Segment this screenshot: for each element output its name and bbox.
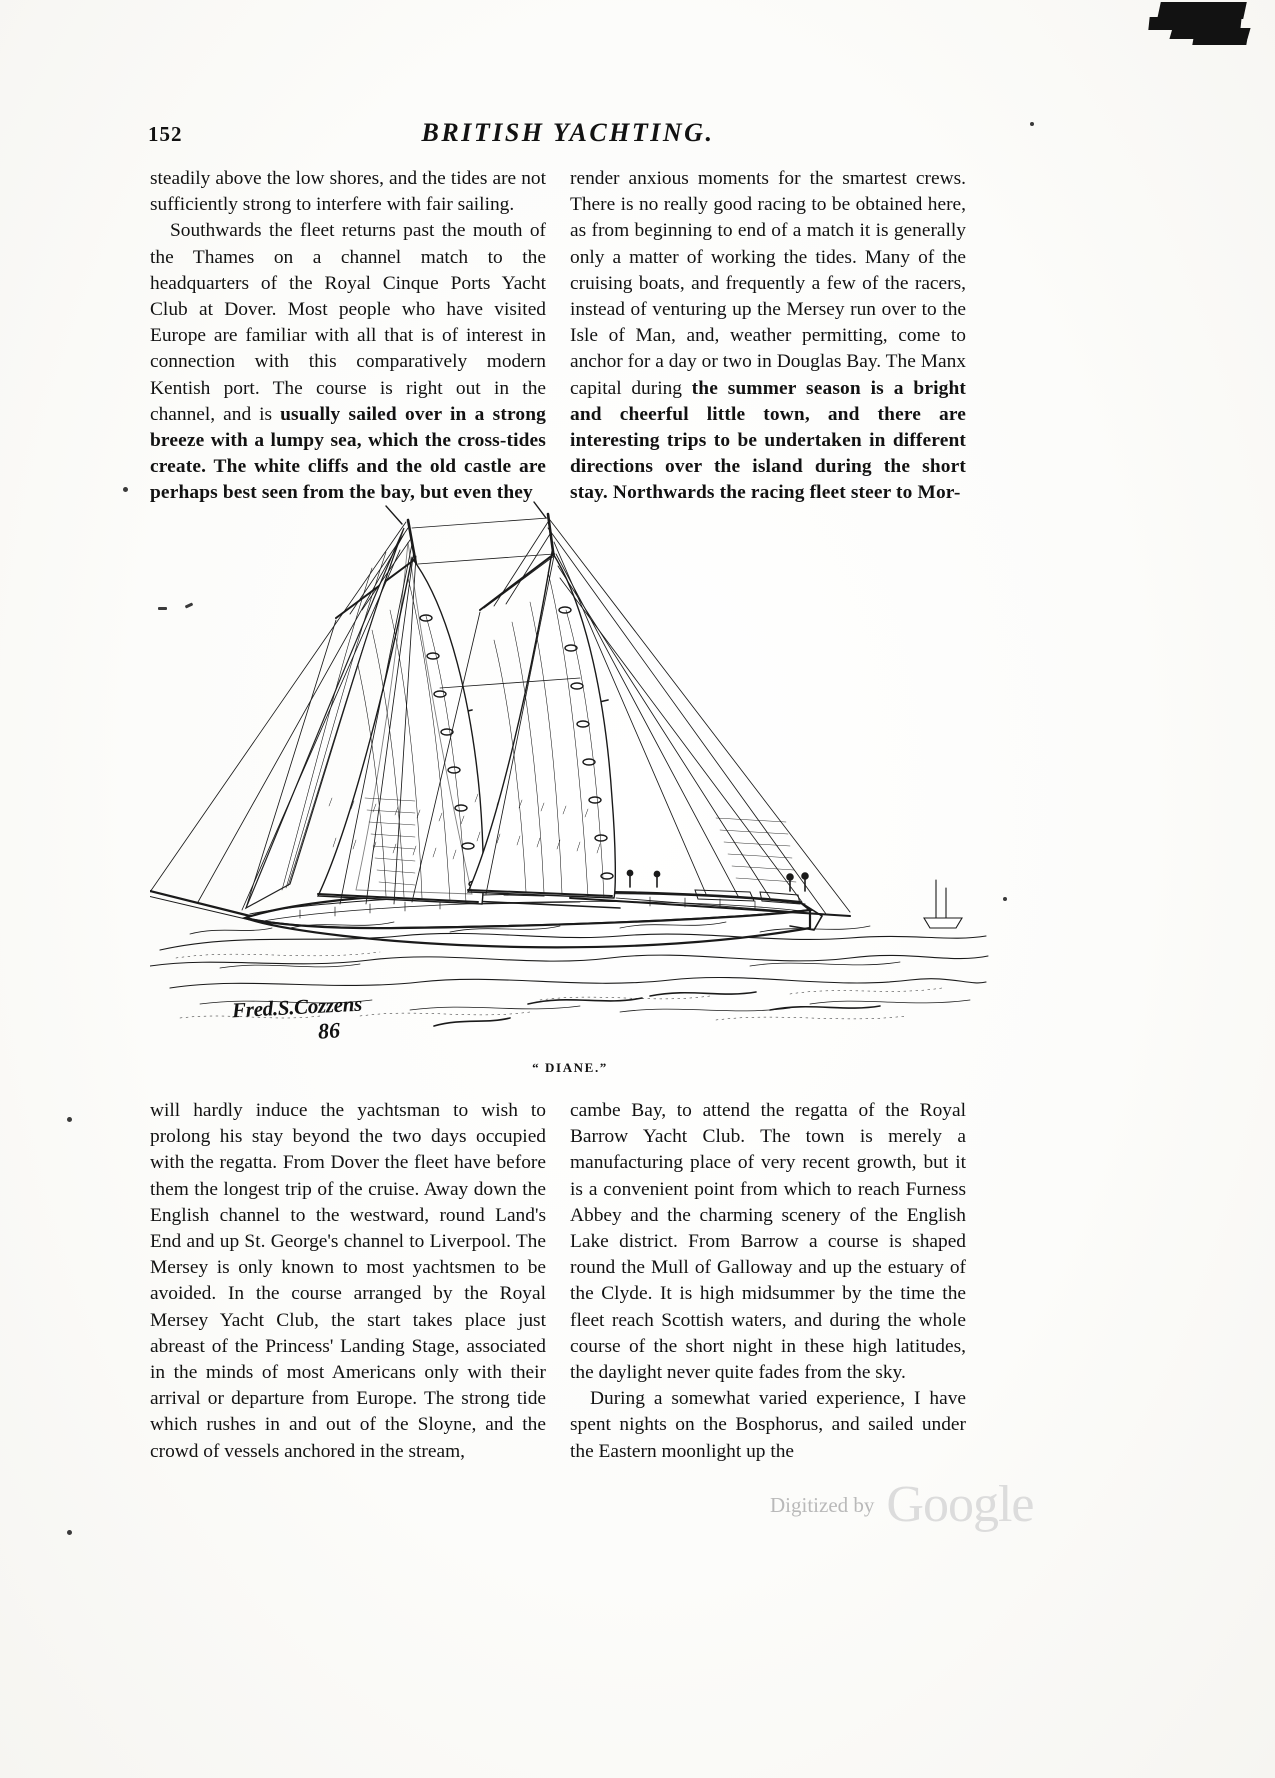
paragraph-text-inked: usually sailed over in a strong breeze with a lumpy sea, which the cross-tides create. The white cliffs and the old castle are perhaps best seen from the bay, but even they [150,403,546,504]
column-bottom-left [150,1098,546,1465]
artist-signature: Fred.S.Cozzens [231,991,363,1023]
column-bottom-right [570,1098,966,1465]
paragraph: steadily above the low shores, and the tides are not sufficiently strong to interfere with fair sailing. [150,168,546,216]
digitization-watermark [770,1470,1190,1540]
page-number: 152 [148,122,183,146]
column-top-right [570,166,966,507]
paragraph-text: Southwards the fleet returns past the mouth of the Thames on a channel match to the headquarters of the Royal Cinque Ports Yacht Club at Dover. Most people who have visited Europe are familiar with all that is of interest in connection with this comparatively modern Kentish port. The course is right out in the channel, and is [150,220,546,425]
column-top-left [150,166,546,507]
scan-speck [67,1530,72,1535]
scan-speck [123,487,128,492]
google-logo: Google [886,1476,1034,1533]
scan-speck [67,1117,72,1122]
scan-speck [1003,897,1007,901]
paragraph [570,166,966,507]
page-header [148,118,988,152]
paragraph-text: render anxious moments for the smartest crews. There is no really good racing to be obtained here, as from beginning to end of a match it is generally only a matter of working the tides. Many of the cruising boats, and frequently a few of the racers, instead of venturing up the Mersey run over to the Isle of Man, and, weather permitting, come to anchor for a day or two in Douglas Bay. The Manx capital during [570,168,966,399]
artist-signature-year: 86 [317,1017,341,1044]
watermark-text: Digitized by [770,1492,875,1517]
paragraph: will hardly induce the yachtsman to wish to prolong his stay beyond the two days occupied with the regatta. From Dover the fleet have before them the longest trip of the cruise. Away down the English channel to the westward, round Land's End and up St. George's channel to Liverpool. The Mersey is only known to most yachtsmen to be avoided. In the course arranged by the Royal Mersey Yacht Club, the start takes place just abreast of the Princess' Landing Stage, associated in the minds of most Americans only with their arrival or departure from Europe. The strong tide which rushes in and out of the Sloyne, and the crowd of vessels anchored in the stream, [150,1100,546,1462]
scan-speck [1030,122,1034,126]
paragraph-text-inked: the summer season is a bright and cheerful little town, and there are interesting trips to be undertaken in different directions over the island during the short stay. Northwards the racing fleet steer to Mor- [570,377,966,504]
figure-caption: “ DIANE.” [532,1060,608,1075]
paragraph: cambe Bay, to attend the regatta of the Royal Barrow Yacht Club. The town is merely a manufacturing place of very recent growth, but it is a convenient point from which to reach Furness Abbey and the charming scenery of the English Lake district. From Barrow a course is shaped round the Mull of Galloway and up the estuary of the Clyde. It is high midsummer by the time the fleet reach Scottish waters, and during the whole course of the short night in these high latitudes, the daylight never quite fades from the sky. [570,1100,966,1384]
paragraph [150,218,546,506]
running-head: BRITISH YACHTING. [421,118,715,147]
paragraph: During a somewhat varied experience, I have spent nights on the Bosphorus, and sailed under the Eastern moonlight up the [570,1388,966,1462]
